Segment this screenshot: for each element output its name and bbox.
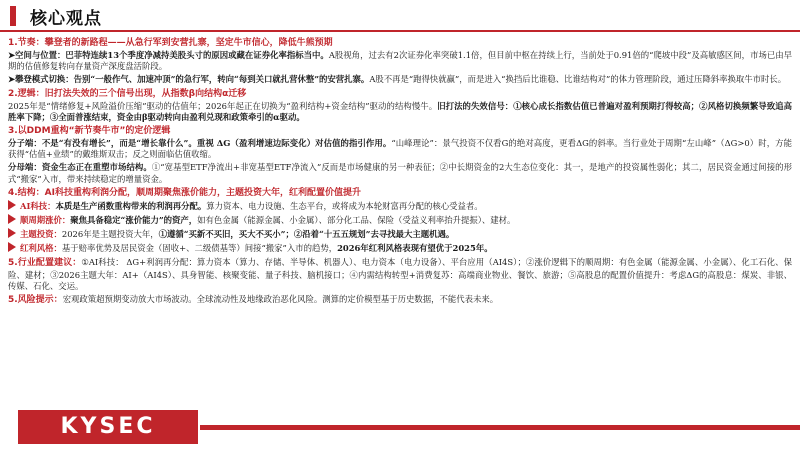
content-body (8, 36, 792, 398)
title-divider (0, 30, 800, 32)
risk-heading: 5.风险提示： (8, 295, 63, 306)
section-4-item-theme: 主题投资：2026年是主题投资大年，①遵循“买新不买旧，买大不买小”；②沿着“十五五规划”去寻找最大主题机遇。 (8, 228, 792, 240)
section-4-item-dividend: 红利风格：基于赔率优势及居民资金（固收+、二级债基等）间接“搬家”入市的趋势，2026年红利风格表现有望优于2025年。 (8, 242, 792, 254)
section-2-paragraph: 2025年是“情绪修复+风险溢价压缩”驱动的估值年；2026年起正在切换为“盈利结构+资金结构”驱动的结构慢牛。旧打法的失效信号：①核心成长指数估值已普遍对盈利预期打得较高；②风格切换频繁导致追高胜率下降；③全面普涨结束，资金由β驱动转向由盈利兑现和政策牵引的α驱动。 (8, 100, 792, 122)
footer-divider (200, 425, 800, 430)
section-4-item-cyclical: 顺周期涨价：聚焦具备稳定“涨价能力”的资产，如有色金属（能源金属、小金属）、部分化工品、保险（受益义利率抬升提振）、建材。 (8, 214, 792, 226)
triangle-bullet-icon (8, 242, 16, 252)
section-4-heading: 4.结构：AI科技重构利润分配，顺周期聚焦涨价能力，主题投资大年，红利配置价值提升 (8, 187, 361, 198)
triangle-bullet-icon (8, 200, 16, 210)
section-4-item-ai: AI科技：本质是生产函数重构带来的利润再分配。算力资本、电力设施、生态平台，或将成为本轮财富再分配的核心受益者。 (8, 200, 792, 212)
section-1-heading: 1.节奏：攀登者的新路程——从急行军到安营扎寨，坚定牛市信心，降低牛熊预期 (8, 38, 333, 48)
title-accent-bar (10, 6, 16, 26)
section-3-paragraph-2: 分母端：资金生态正在重塑市场结构。①“宽基型ETF净流出+非宽基型ETF净流入”反而是市场健康的另一种表征；②中长期资金的2大生态位变化：其一，是地产的投资属性弱化；其二，居民资金通过间接的形式“搬家”入市，带来持续稳定的增量资金。 (8, 162, 792, 184)
arrow-bullet-icon: ➤ (8, 74, 16, 85)
kysec-logo: KYSEC (18, 410, 198, 444)
section-3-heading: 3.以DDM重构“新节奏牛市”的定价逻辑 (8, 126, 171, 137)
section-2-heading: 2.逻辑：旧打法失效的三个信号出现，从指数β向结构α迁移 (8, 88, 247, 99)
title-bar (0, 0, 800, 30)
section-3-paragraph-1: 分子端：不是“有没有增长”，而是“增长靠什么”。重视 ΔG（盈利增速边际变化）对估值的指引作用。“山峰理论”：景气投资不仅看G的绝对高度，更看ΔG的斜率。当行业处于周期“左山峰”（ΔG>0）时，方能获得“估值+业绩”的戴维斯双击；反之则面临估值收缩。 (8, 138, 792, 160)
section-5-paragraph: 5.行业配置建议：①AI科技： ΔG+利润再分配：算力资本（算力、存储、半导体、机器人）、电力资本（电力设备）、平台应用（AI4S）；②涨价逻辑下的顺周期：有色金属（能源金属、小金属）、化工石化、保险、建材；③2026主题大年：AI+（AI4S）、具身智能、核聚变能、量子科技、脑机接口；④内需结构转型+消费复苏：高端商业物业、餐饮、旅游；⑤高股息的配置价值提升：考虑ΔG的高股息：煤炭、非银、传媒、石化、交运。 (8, 256, 792, 291)
triangle-bullet-icon (8, 214, 16, 224)
section-5-heading: 5.行业配置建议： (8, 257, 82, 268)
arrow-bullet-icon: ➤ (8, 50, 16, 60)
section-1-paragraph-2: ➤攀登模式切换：告别“一般作气、加速冲顶”的急行军，转向“每到关口就扎营休整”的安营扎寨。A股不再是“跑得快就赢”，而是进入“换挡后比谁稳、比谁结构对”的体力管理阶段，通过压降斜率换取牛市时长。 (8, 74, 787, 85)
triangle-bullet-icon (8, 228, 16, 238)
risk-paragraph: 5.风险提示：宏观政策超预期变动放大市场波动。全球流动性及地缘政治恶化风险。测算的定价模型基于历史数据，不能代表未来。 (8, 294, 499, 306)
page-title: 核心观点 (30, 9, 102, 29)
section-1-paragraph-1: ➤空间与位置：巴菲特连续13个季度净减持美股头寸的原因或藏在证券化率指标当中。A股视角，过去有2次证券化率突破1.1倍，但目前中枢在持续上行，当前处于0.91倍的“爬坡中段”及高敏感区间，市场已由早期的估值修复转向存量资产深度盘活阶段。 (8, 50, 793, 72)
